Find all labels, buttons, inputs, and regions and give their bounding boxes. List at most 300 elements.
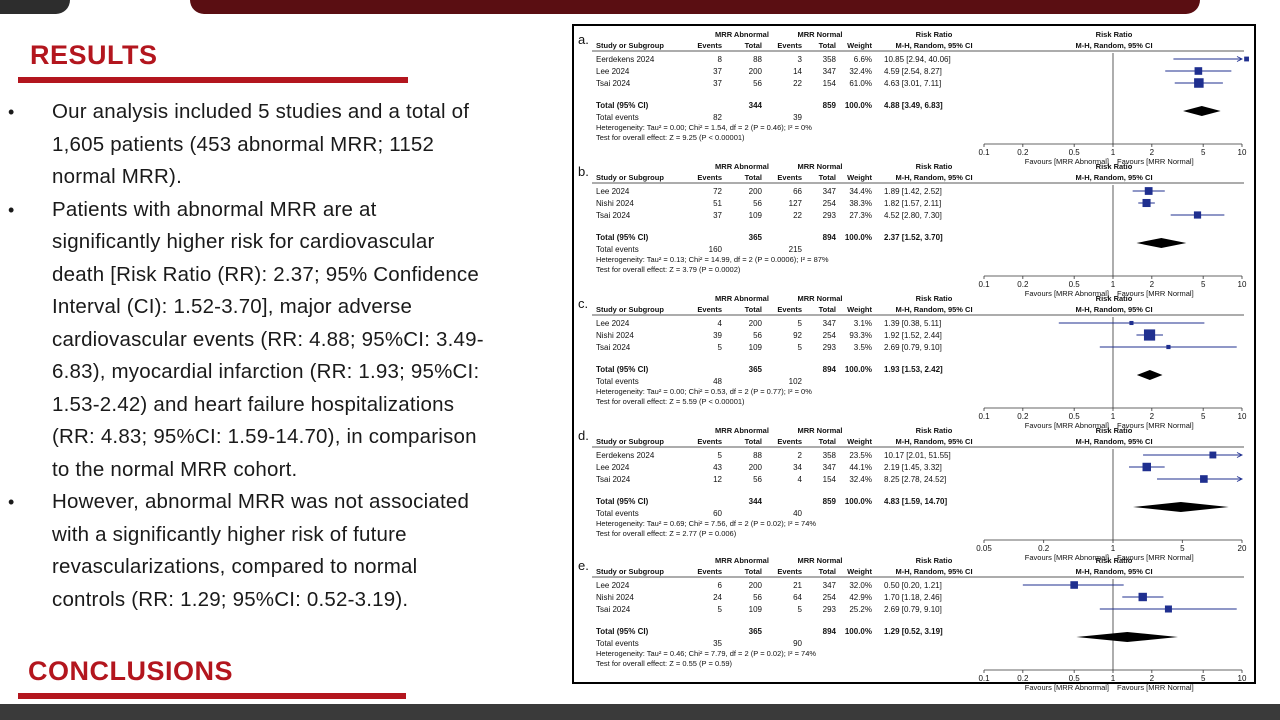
weight-header: Weight — [847, 305, 872, 314]
study-name: Lee 2024 — [596, 463, 630, 472]
rr-plot-header: Risk Ratio — [1095, 426, 1133, 435]
total-events-normal: 90 — [793, 639, 802, 648]
study-weight: 34.4% — [849, 187, 872, 196]
axis-tick-label: 2 — [1149, 674, 1155, 683]
events2-header: Events — [777, 305, 802, 314]
events2-header: Events — [777, 41, 802, 50]
total-normal-sum: 859 — [822, 497, 836, 506]
axis-tick-label: 10 — [1237, 148, 1247, 157]
events-normal: 21 — [793, 581, 802, 590]
total-normal: 347 — [822, 319, 836, 328]
total-events-normal: 39 — [793, 113, 802, 122]
results-bullet-list — [0, 96, 560, 616]
total-weight: 100.0% — [844, 497, 872, 506]
total-label: Total (95% CI) — [596, 233, 649, 242]
total-label: Total (95% CI) — [596, 101, 649, 110]
study-name: Lee 2024 — [596, 581, 630, 590]
total2-header: Total — [818, 305, 836, 314]
total-normal: 358 — [822, 55, 836, 64]
total-ci: 1.29 [0.52, 3.19] — [884, 627, 943, 636]
events-normal: 34 — [793, 463, 802, 472]
total2-header: Total — [818, 567, 836, 576]
events-normal: 5 — [797, 343, 802, 352]
events-abnormal: 51 — [713, 199, 722, 208]
study-weight: 93.3% — [849, 331, 872, 340]
top-banner-decoration — [190, 0, 1200, 14]
axis-tick-label: 1 — [1110, 280, 1116, 289]
total-events-normal: 102 — [788, 377, 802, 386]
forest-plot-svg — [574, 292, 1254, 430]
point-estimate-square — [1209, 452, 1216, 459]
study-weight: 27.3% — [849, 211, 872, 220]
study-ci: 1.89 [1.42, 2.52] — [884, 187, 942, 196]
total-weight: 100.0% — [844, 365, 872, 374]
total-abnormal: 88 — [753, 451, 762, 460]
events-normal: 66 — [793, 187, 802, 196]
events-normal: 92 — [793, 331, 802, 340]
total-normal: 347 — [822, 581, 836, 590]
axis-tick-label: 0.2 — [1017, 674, 1029, 683]
total-events-label: Total events — [596, 509, 639, 518]
bullet-line: revascularizations, compared to normal — [52, 555, 418, 578]
events-abnormal: 39 — [713, 331, 722, 340]
events-normal: 2 — [797, 451, 802, 460]
total-abnormal: 200 — [748, 463, 762, 472]
bullet-line: normal MRR). — [52, 165, 182, 188]
axis-tick-label: 10 — [1237, 412, 1247, 421]
bullet-line: significantly higher risk for cardiovascular — [52, 230, 435, 253]
total-normal: 254 — [822, 199, 836, 208]
events-abnormal: 8 — [717, 55, 722, 64]
events-normal: 14 — [793, 67, 802, 76]
group1-header: MRR Abnormal — [715, 426, 769, 435]
total-events-normal: 215 — [788, 245, 802, 254]
rr-header: Risk Ratio — [915, 162, 953, 171]
heterogeneity-text: Heterogeneity: Tau² = 0.46; Chi² = 7.79, df = 2 (P = 0.02); I² = 74% — [596, 649, 817, 658]
total-normal: 293 — [822, 211, 836, 220]
axis-tick-label: 0.2 — [1017, 148, 1029, 157]
total2-header: Total — [818, 173, 836, 182]
events-abnormal: 6 — [717, 581, 722, 590]
events1-header: Events — [697, 567, 722, 576]
favours-normal-label: Favours [MRR Normal] — [1117, 157, 1194, 166]
total-abnormal-sum: 365 — [748, 627, 762, 636]
total1-header: Total — [744, 41, 762, 50]
total-events-abnormal: 160 — [708, 245, 722, 254]
total-abnormal-sum: 365 — [748, 233, 762, 242]
total-abnormal: 88 — [753, 55, 762, 64]
total-label: Total (95% CI) — [596, 497, 649, 506]
forest-panel-c — [574, 292, 1254, 430]
total-events-abnormal: 48 — [713, 377, 722, 386]
rr-plot-sub-header: M-H, Random, 95% CI — [1075, 437, 1153, 446]
group2-header: MRR Normal — [797, 556, 843, 565]
total-normal: 154 — [822, 475, 836, 484]
conclusions-underline — [18, 693, 406, 699]
events-normal: 64 — [793, 593, 802, 602]
study-column-header: Study or Subgroup — [596, 567, 664, 576]
point-estimate-square — [1144, 329, 1155, 340]
study-name: Tsai 2024 — [596, 475, 631, 484]
total1-header: Total — [744, 567, 762, 576]
favours-abnormal-label: Favours [MRR Abnormal] — [1024, 289, 1109, 298]
bullet-line: (RR: 4.83; 95%CI: 1.59-14.70), in comparison — [52, 425, 477, 448]
rr-header: Risk Ratio — [915, 30, 953, 39]
study-ci: 4.59 [2.54, 8.27] — [884, 67, 942, 76]
axis-tick-label: 0.2 — [1038, 544, 1050, 553]
results-heading: RESULTS — [30, 40, 158, 70]
events-abnormal: 37 — [713, 79, 722, 88]
total-events-abnormal: 60 — [713, 509, 722, 518]
events-abnormal: 5 — [717, 605, 722, 614]
bullet-dot: • — [8, 102, 15, 122]
total-ci: 4.88 [3.49, 6.83] — [884, 101, 943, 110]
bottom-bar — [0, 704, 1280, 720]
total-abnormal: 200 — [748, 67, 762, 76]
overall-effect-text: Test for overall effect: Z = 0.55 (P = 0.59) — [596, 659, 733, 668]
total-weight: 100.0% — [844, 233, 872, 242]
study-ci: 1.70 [1.18, 2.46] — [884, 593, 942, 602]
overall-effect-text: Test for overall effect: Z = 3.79 (P = 0.0002) — [596, 265, 741, 274]
study-weight: 61.0% — [849, 79, 872, 88]
point-estimate-square — [1145, 187, 1153, 195]
study-weight: 32.0% — [849, 581, 872, 590]
total-weight: 100.0% — [844, 627, 872, 636]
weight-header: Weight — [847, 41, 872, 50]
overall-effect-text: Test for overall effect: Z = 9.25 (P < 0.00001) — [596, 133, 745, 142]
rr-plot-sub-header: M-H, Random, 95% CI — [1075, 305, 1153, 314]
study-ci: 1.82 [1.57, 2.11] — [884, 199, 942, 208]
study-name: Tsai 2024 — [596, 343, 631, 352]
study-weight: 23.5% — [849, 451, 872, 460]
axis-tick-label: 2 — [1149, 412, 1155, 421]
events-normal: 22 — [793, 79, 802, 88]
total-normal: 347 — [822, 187, 836, 196]
total-normal-sum: 894 — [822, 627, 836, 636]
events2-header: Events — [777, 567, 802, 576]
rr-plot-header: Risk Ratio — [1095, 294, 1133, 303]
total-ci: 4.83 [1.59, 14.70] — [884, 497, 948, 506]
favours-abnormal-label: Favours [MRR Abnormal] — [1024, 553, 1109, 562]
axis-tick-label: 0.1 — [978, 280, 990, 289]
total-abnormal-sum: 344 — [748, 101, 762, 110]
study-name: Eerdekens 2024 — [596, 451, 655, 460]
axis-tick-label: 1 — [1110, 674, 1116, 683]
study-weight: 3.5% — [853, 343, 872, 352]
study-ci: 4.52 [2.80, 7.30] — [884, 211, 942, 220]
rr-plot-header: Risk Ratio — [1095, 30, 1133, 39]
overall-effect-text: Test for overall effect: Z = 5.59 (P < 0.00001) — [596, 397, 745, 406]
weight-header: Weight — [847, 567, 872, 576]
bullet-line: Our analysis included 5 studies and a total of — [52, 100, 470, 123]
study-ci: 2.69 [0.79, 9.10] — [884, 343, 942, 352]
total-abnormal: 200 — [748, 581, 762, 590]
result-bullet — [0, 486, 560, 616]
heterogeneity-text: Heterogeneity: Tau² = 0.00; Chi² = 1.54, df = 2 (P = 0.46); I² = 0% — [596, 123, 812, 132]
bullet-line: with a significantly higher risk of future — [52, 522, 407, 546]
pooled-estimate-diamond — [1076, 632, 1178, 642]
study-column-header: Study or Subgroup — [596, 173, 664, 182]
total-abnormal: 56 — [753, 331, 762, 340]
total-events-normal: 40 — [793, 509, 802, 518]
point-estimate-square — [1143, 463, 1151, 471]
panel-letter: c. — [578, 296, 589, 311]
study-weight: 25.2% — [849, 605, 872, 614]
pooled-estimate-diamond — [1137, 370, 1163, 380]
study-weight: 32.4% — [849, 67, 872, 76]
total-abnormal: 56 — [753, 79, 762, 88]
events-abnormal: 37 — [713, 211, 722, 220]
study-name: Nishi 2024 — [596, 593, 634, 602]
rr-header: Risk Ratio — [915, 556, 953, 565]
point-estimate-square — [1166, 345, 1170, 349]
total-events-label: Total events — [596, 245, 639, 254]
total-ci: 1.93 [1.53, 2.42] — [884, 365, 943, 374]
total-abnormal: 56 — [753, 199, 762, 208]
favours-normal-label: Favours [MRR Normal] — [1117, 683, 1194, 692]
study-ci: 0.50 [0.20, 1.21] — [884, 581, 942, 590]
events-abnormal: 4 — [717, 319, 722, 328]
rr-sub-header: M-H, Random, 95% CI — [895, 173, 973, 182]
axis-tick-label: 0.5 — [1068, 148, 1080, 157]
total-normal: 254 — [822, 593, 836, 602]
group1-header: MRR Abnormal — [715, 30, 769, 39]
group1-header: MRR Abnormal — [715, 162, 769, 171]
total1-header: Total — [744, 173, 762, 182]
study-ci: 4.63 [3.01, 7.11] — [884, 79, 942, 88]
result-bullet — [0, 96, 560, 194]
rr-sub-header: M-H, Random, 95% CI — [895, 437, 973, 446]
study-weight: 44.1% — [849, 463, 872, 472]
bullet-line: controls (RR: 1.29; 95%CI: 0.52-3.19). — [52, 587, 409, 611]
forest-plot-figure — [572, 24, 1256, 692]
total-events-abnormal: 82 — [713, 113, 722, 122]
study-name: Lee 2024 — [596, 319, 630, 328]
study-name: Tsai 2024 — [596, 211, 631, 220]
study-name: Nishi 2024 — [596, 199, 634, 208]
study-column-header: Study or Subgroup — [596, 41, 664, 50]
events-abnormal: 24 — [713, 593, 722, 602]
events-abnormal: 37 — [713, 67, 722, 76]
total2-header: Total — [818, 437, 836, 446]
events2-header: Events — [777, 173, 802, 182]
events-normal: 3 — [797, 55, 802, 64]
forest-plot-svg — [574, 160, 1254, 298]
bullet-dot: • — [8, 492, 15, 512]
events-normal: 5 — [797, 319, 802, 328]
group2-header: MRR Normal — [797, 294, 843, 303]
study-ci: 10.85 [2.94, 40.06] — [884, 55, 951, 64]
conclusions-heading: CONCLUSIONS — [28, 656, 234, 686]
rr-plot-sub-header: M-H, Random, 95% CI — [1075, 567, 1153, 576]
group2-header: MRR Normal — [797, 30, 843, 39]
rr-sub-header: M-H, Random, 95% CI — [895, 41, 973, 50]
study-name: Lee 2024 — [596, 67, 630, 76]
total-abnormal-sum: 344 — [748, 497, 762, 506]
study-name: Eerdekens 2024 — [596, 55, 655, 64]
total-abnormal: 200 — [748, 319, 762, 328]
total-abnormal-sum: 365 — [748, 365, 762, 374]
axis-tick-label: 2 — [1149, 148, 1155, 157]
events-normal: 127 — [788, 199, 802, 208]
events-abnormal: 12 — [713, 475, 722, 484]
forest-plot-svg — [574, 424, 1254, 562]
group1-header: MRR Abnormal — [715, 294, 769, 303]
forest-plot-svg — [574, 28, 1254, 166]
pooled-estimate-diamond — [1133, 502, 1229, 512]
total-abnormal: 109 — [748, 605, 762, 614]
point-estimate-square — [1139, 593, 1147, 601]
study-weight: 38.3% — [849, 199, 872, 208]
axis-tick-label: 5 — [1200, 280, 1206, 289]
forest-panel-e — [574, 554, 1254, 692]
axis-tick-label: 0.1 — [978, 148, 990, 157]
total-events-label: Total events — [596, 639, 639, 648]
point-estimate-square — [1200, 475, 1208, 483]
bullet-line: to the normal MRR cohort. — [52, 457, 298, 481]
bullet-line: Interval (CI): 1.52-3.70], major adverse — [52, 295, 413, 318]
forest-panel-b — [574, 160, 1254, 298]
events-normal: 4 — [797, 475, 802, 484]
total-events-abnormal: 35 — [713, 639, 722, 648]
top-decorative-band — [0, 0, 1280, 16]
rr-sub-header: M-H, Random, 95% CI — [895, 567, 973, 576]
axis-tick-label: 0.5 — [1068, 280, 1080, 289]
events1-header: Events — [697, 41, 722, 50]
total-label: Total (95% CI) — [596, 627, 649, 636]
point-estimate-square — [1194, 78, 1204, 88]
events-abnormal: 5 — [717, 451, 722, 460]
heterogeneity-text: Heterogeneity: Tau² = 0.69; Chi² = 7.56, df = 2 (P = 0.02); I² = 74% — [596, 519, 817, 528]
study-name: Lee 2024 — [596, 187, 630, 196]
bullet-line: 6.83), myocardial infarction (RR: 1.93; 95%CI: — [52, 360, 480, 383]
weight-header: Weight — [847, 437, 872, 446]
point-estimate-square — [1129, 321, 1133, 325]
total-abnormal: 56 — [753, 475, 762, 484]
axis-tick-label: 0.5 — [1068, 674, 1080, 683]
study-weight: 32.4% — [849, 475, 872, 484]
study-ci: 8.25 [2.78, 24.52] — [884, 475, 947, 484]
total-ci: 2.37 [1.52, 3.70] — [884, 233, 943, 242]
study-column-header: Study or Subgroup — [596, 437, 664, 446]
study-name: Tsai 2024 — [596, 79, 631, 88]
total-normal: 254 — [822, 331, 836, 340]
total1-header: Total — [744, 437, 762, 446]
heterogeneity-text: Heterogeneity: Tau² = 0.13; Chi² = 14.99, df = 2 (P = 0.0006); I² = 87% — [596, 255, 829, 264]
point-estimate-square — [1070, 581, 1078, 589]
group2-header: MRR Normal — [797, 162, 843, 171]
events-abnormal: 72 — [713, 187, 722, 196]
total-normal: 154 — [822, 79, 836, 88]
bullet-line: cardiovascular events (RR: 4.88; 95%CI: 3.49- — [52, 327, 484, 351]
bullet-line: However, abnormal MRR was not associated — [52, 490, 470, 513]
total-normal-sum: 894 — [822, 233, 836, 242]
result-bullet — [0, 194, 560, 487]
group1-header: MRR Abnormal — [715, 556, 769, 565]
bullet-line: 1,605 patients (453 abnormal MRR; 1152 — [52, 132, 435, 156]
favours-normal-label: Favours [MRR Normal] — [1117, 421, 1194, 430]
weight-header: Weight — [847, 173, 872, 182]
rr-plot-sub-header: M-H, Random, 95% CI — [1075, 173, 1153, 182]
study-weight: 3.1% — [853, 319, 872, 328]
total-normal: 293 — [822, 605, 836, 614]
total-normal: 347 — [822, 463, 836, 472]
events2-header: Events — [777, 437, 802, 446]
rr-plot-header: Risk Ratio — [1095, 162, 1133, 171]
study-name: Nishi 2024 — [596, 331, 634, 340]
axis-tick-label: 10 — [1237, 280, 1247, 289]
events-abnormal: 5 — [717, 343, 722, 352]
rr-plot-sub-header: M-H, Random, 95% CI — [1075, 41, 1153, 50]
study-weight: 6.6% — [853, 55, 872, 64]
total-normal: 358 — [822, 451, 836, 460]
events1-header: Events — [697, 173, 722, 182]
rr-header: Risk Ratio — [915, 426, 953, 435]
axis-tick-label: 0.2 — [1017, 280, 1029, 289]
axis-tick-label: 5 — [1200, 412, 1206, 421]
total-normal: 293 — [822, 343, 836, 352]
events-normal: 5 — [797, 605, 802, 614]
total1-header: Total — [744, 305, 762, 314]
favours-abnormal-label: Favours [MRR Abnormal] — [1024, 683, 1109, 692]
study-ci: 10.17 [2.01, 51.55] — [884, 451, 951, 460]
favours-abnormal-label: Favours [MRR Abnormal] — [1024, 157, 1109, 166]
bullet-line: death [Risk Ratio (RR): 2.37; 95% Confidence — [52, 262, 479, 286]
axis-tick-label: 5 — [1200, 148, 1206, 157]
total-normal-sum: 894 — [822, 365, 836, 374]
favours-normal-label: Favours [MRR Normal] — [1117, 553, 1194, 562]
overall-effect-text: Test for overall effect: Z = 2.77 (P = 0.006) — [596, 529, 737, 538]
panel-letter: e. — [578, 558, 589, 573]
heterogeneity-text: Heterogeneity: Tau² = 0.00; Chi² = 0.53, df = 2 (P = 0.77); I² = 0% — [596, 387, 812, 396]
study-column-header: Study or Subgroup — [596, 305, 664, 314]
total-weight: 100.0% — [844, 101, 872, 110]
total-normal-sum: 859 — [822, 101, 836, 110]
total-events-label: Total events — [596, 377, 639, 386]
total-events-label: Total events — [596, 113, 639, 122]
axis-tick-label: 5 — [1180, 544, 1185, 553]
study-ci: 2.69 [0.79, 9.10] — [884, 605, 942, 614]
point-estimate-square — [1195, 67, 1203, 75]
favours-normal-label: Favours [MRR Normal] — [1117, 289, 1194, 298]
panel-letter: d. — [578, 428, 589, 443]
top-left-decoration — [0, 0, 70, 14]
total-abnormal: 109 — [748, 343, 762, 352]
pooled-estimate-diamond — [1183, 106, 1221, 116]
total-abnormal: 109 — [748, 211, 762, 220]
favours-abnormal-label: Favours [MRR Abnormal] — [1024, 421, 1109, 430]
axis-tick-label: 5 — [1200, 674, 1206, 683]
bullet-line: Patients with abnormal MRR are at — [52, 197, 377, 221]
point-estimate-square — [1244, 57, 1249, 62]
bullet-dot: • — [8, 199, 15, 220]
axis-tick-label: 1 — [1110, 148, 1116, 157]
rr-sub-header: M-H, Random, 95% CI — [895, 305, 973, 314]
panel-letter: b. — [578, 164, 589, 179]
axis-tick-label: 1 — [1110, 544, 1116, 553]
pooled-estimate-diamond — [1136, 238, 1186, 248]
rr-plot-header: Risk Ratio — [1095, 556, 1133, 565]
study-ci: 1.92 [1.52, 2.44] — [884, 331, 942, 340]
results-underline — [18, 77, 408, 83]
total-label: Total (95% CI) — [596, 365, 649, 374]
events-normal: 22 — [793, 211, 802, 220]
point-estimate-square — [1194, 211, 1201, 218]
study-ci: 1.39 [0.38, 5.11] — [884, 319, 942, 328]
panel-letter: a. — [578, 32, 589, 47]
group2-header: MRR Normal — [797, 426, 843, 435]
axis-tick-label: 2 — [1149, 280, 1155, 289]
